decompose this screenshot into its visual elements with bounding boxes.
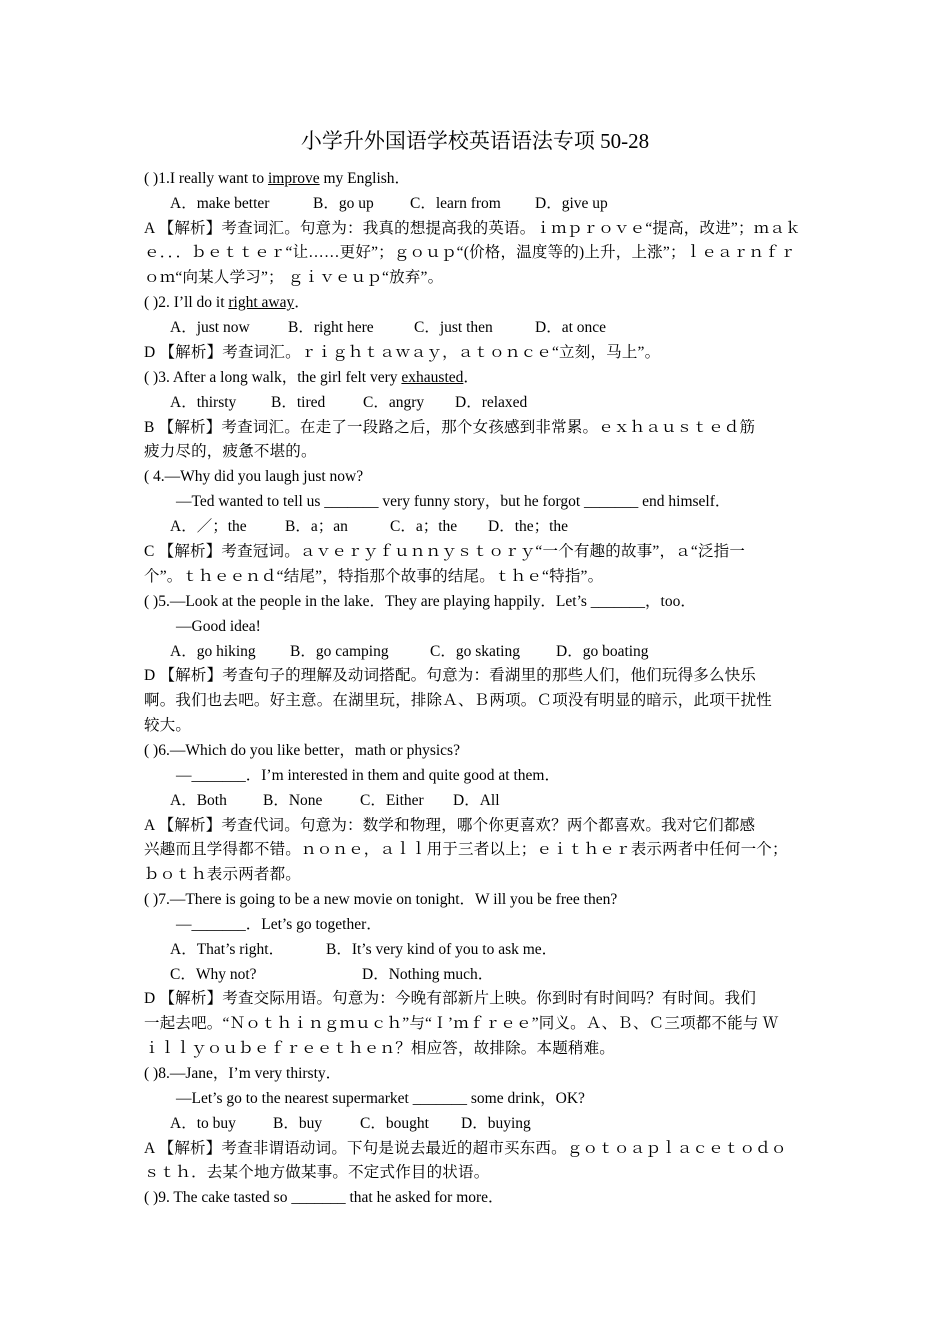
question-6-reply: —_______．I’m interested in them and quite good at them． bbox=[176, 767, 560, 784]
question-7-reply: —_______．Let’s go together． bbox=[176, 916, 382, 933]
option-d: D．at once bbox=[535, 319, 607, 336]
option-a: A．／；the bbox=[170, 518, 247, 535]
question-8-reply: —Let’s go to the nearest supermarket _______ some drink，OK? bbox=[176, 1090, 585, 1107]
explanation-line: ｉｌｌｙｏｕｂｅｆｒｅｅｔｈｅｎ？相应答，故排除。本题稍难。 bbox=[144, 1040, 616, 1057]
question-5-reply: —Good idea! bbox=[176, 618, 261, 635]
page-title: 小学升外国语学校英语语法专项 50-28 bbox=[300, 129, 650, 153]
question-5-options bbox=[170, 639, 840, 664]
explanation-line: 啊。我们也去吧。好主意。在湖里玩，排除Ａ、Ｂ两项。Ｃ项没有明显的暗示，此项干扰性 bbox=[144, 692, 773, 709]
question-8-options bbox=[170, 1111, 840, 1136]
explanation-line: ｓｔｈ．去某个地方做某事。不定式作目的状语。 bbox=[144, 1164, 490, 1181]
explanation-line: D 【解析】考查交际用语。句意为：今晚有部新片上映。你到时有时间吗？有时间。我们 bbox=[144, 990, 757, 1007]
option-d: D．buying bbox=[461, 1115, 531, 1132]
question-1-options bbox=[170, 191, 840, 216]
question-6: ( )6.—Which do you like better，math or physics? bbox=[144, 742, 460, 759]
option-c: C．go skating bbox=[430, 643, 520, 660]
option-c: C．Why not? bbox=[170, 966, 257, 983]
explanation-line: A 【解析】考查词汇。句意为：我真的想提高我的英语。ｉｍｐｒｏｖｅ“提高，改进”；ｍａｋ bbox=[144, 220, 801, 237]
explanation-line: B 【解析】考查词汇。在走了一段路之后，那个女孩感到非常累。ｅｘｈａｕｓｔｅｄ筋 bbox=[144, 419, 756, 436]
option-b: B．It’s very kind of you to ask me． bbox=[326, 941, 558, 958]
option-d: D．All bbox=[453, 792, 500, 809]
option-c: C．learn from bbox=[410, 195, 501, 212]
explanation-line: A 【解析】考查非谓语动词。下句是说去最近的超市买东西。ｇｏｔｏａｐｌａｃｅｔｏｄｏ bbox=[144, 1140, 787, 1157]
underlined-word: improve bbox=[267, 170, 320, 187]
explanation-line: ｅ．．．ｂｅｔｔｅｒ“让……更好”；ｇｏｕｐ“(价格，温度等的)上升，上涨”；ｌｅａｒｎｆｒ bbox=[144, 244, 796, 261]
explanation-line: D 【解析】考查词汇。ｒｉｇｈｔａｗａｙ，ａｔｏｎｃｅ“立刻，马上”。 bbox=[144, 344, 661, 361]
explanation-line: ｂｏｔｈ表示两者都。 bbox=[144, 866, 302, 883]
option-c: C．just then bbox=[414, 319, 493, 336]
explanation-line: ｏｍ“向某人学习”； ｇｉｖｅｕｐ“放弃”。 bbox=[144, 269, 444, 286]
question-5: ( )5.—Look at the people in the lake．They are playing happily．Let’s _______，too． bbox=[144, 593, 696, 610]
question-4-reply: —Ted wanted to tell us _______ very funny story，but he forgot _______ end himself． bbox=[176, 493, 731, 510]
option-b: B．tired bbox=[271, 394, 326, 411]
question-7: ( )7.—There is going to be a new movie on tonight．W ill you be free then? bbox=[144, 891, 618, 908]
question-9: ( )9. The cake tasted so _______ that he asked for more． bbox=[144, 1189, 504, 1206]
option-b: B．buy bbox=[273, 1115, 323, 1132]
explanation-line: 疲力尽的，疲惫不堪的。 bbox=[144, 443, 317, 460]
option-d: D．give up bbox=[535, 195, 608, 212]
option-a: A．go hiking bbox=[170, 643, 256, 660]
explanation-line: D 【解析】考查句子的理解及动词搭配。句意为：看湖里的那些人们，他们玩得多么快乐 bbox=[144, 667, 757, 684]
question-4: ( 4.—Why did you laugh just now? bbox=[144, 468, 364, 485]
question-6-options bbox=[170, 788, 840, 813]
option-b: B．a；an bbox=[285, 518, 348, 535]
option-b: B．right here bbox=[288, 319, 374, 336]
explanation-line: 个”。ｔｈｅｅｎｄ“结尾”，特指那个故事的结尾。ｔｈｅ“特指”。 bbox=[144, 568, 604, 585]
option-d: D．relaxed bbox=[455, 394, 528, 411]
question-7-options-row-1 bbox=[170, 937, 840, 962]
question-8: ( )8.—Jane，I’m very thirsty． bbox=[144, 1065, 342, 1082]
option-a: A．thirsty bbox=[170, 394, 237, 411]
question-3: ( )3. After a long walk，the girl felt very exhausted． bbox=[144, 369, 479, 386]
question-1: ( )1.I really want to improve my English． bbox=[144, 170, 411, 187]
option-c: C．angry bbox=[363, 394, 425, 411]
option-c: C．Either bbox=[360, 792, 424, 809]
option-a: A．just now bbox=[170, 319, 250, 336]
explanation-line: 较大。 bbox=[144, 717, 192, 734]
explanation-line: C 【解析】考查冠词。ａｖｅｒｙｆｕｎｎｙｓｔｏｒｙ“一个有趣的故事”，ａ“泛指一 bbox=[144, 543, 746, 560]
explanation-line: A 【解析】考查代词。句意为：数学和物理，哪个你更喜欢？两个都喜欢。我对它们都感 bbox=[144, 817, 756, 834]
option-a: A．That’s right． bbox=[170, 941, 285, 958]
explanation-line: 兴趣而且学得都不错。ｎｏｎｅ，ａｌｌ用于三者以上；ｅｉｔｈｅｒ表示两者中任何一个； bbox=[144, 841, 788, 858]
question-2: ( )2. I’ll do it right away． bbox=[144, 294, 310, 311]
option-c: C．bought bbox=[360, 1115, 429, 1132]
option-b: B．None bbox=[263, 792, 323, 809]
question-3-options bbox=[170, 390, 840, 415]
option-a: A．to buy bbox=[170, 1115, 236, 1132]
option-a: A．Both bbox=[170, 792, 227, 809]
underlined-word: right away bbox=[228, 294, 295, 311]
question-4-options bbox=[170, 514, 840, 539]
question-2-options bbox=[170, 315, 840, 340]
underlined-word: exhausted bbox=[401, 369, 464, 386]
question-7-options-row-2 bbox=[170, 962, 840, 987]
option-c: C．a；the bbox=[390, 518, 458, 535]
option-b: B．go up bbox=[313, 195, 374, 212]
option-d: D．Nothing much． bbox=[362, 966, 494, 983]
option-a: A．make better bbox=[170, 195, 270, 212]
explanation-line: 一起去吧。“Ｎｏｔｈｉｎｇｍｕｃｈ”与“Ｉ’ｍｆｒｅｅ”同义。Ａ、Ｂ、Ｃ三项都不能与 Ｗ bbox=[144, 1015, 779, 1032]
option-d: D．the；the bbox=[488, 518, 569, 535]
option-b: B．go camping bbox=[290, 643, 389, 660]
option-d: D．go boating bbox=[556, 643, 649, 660]
